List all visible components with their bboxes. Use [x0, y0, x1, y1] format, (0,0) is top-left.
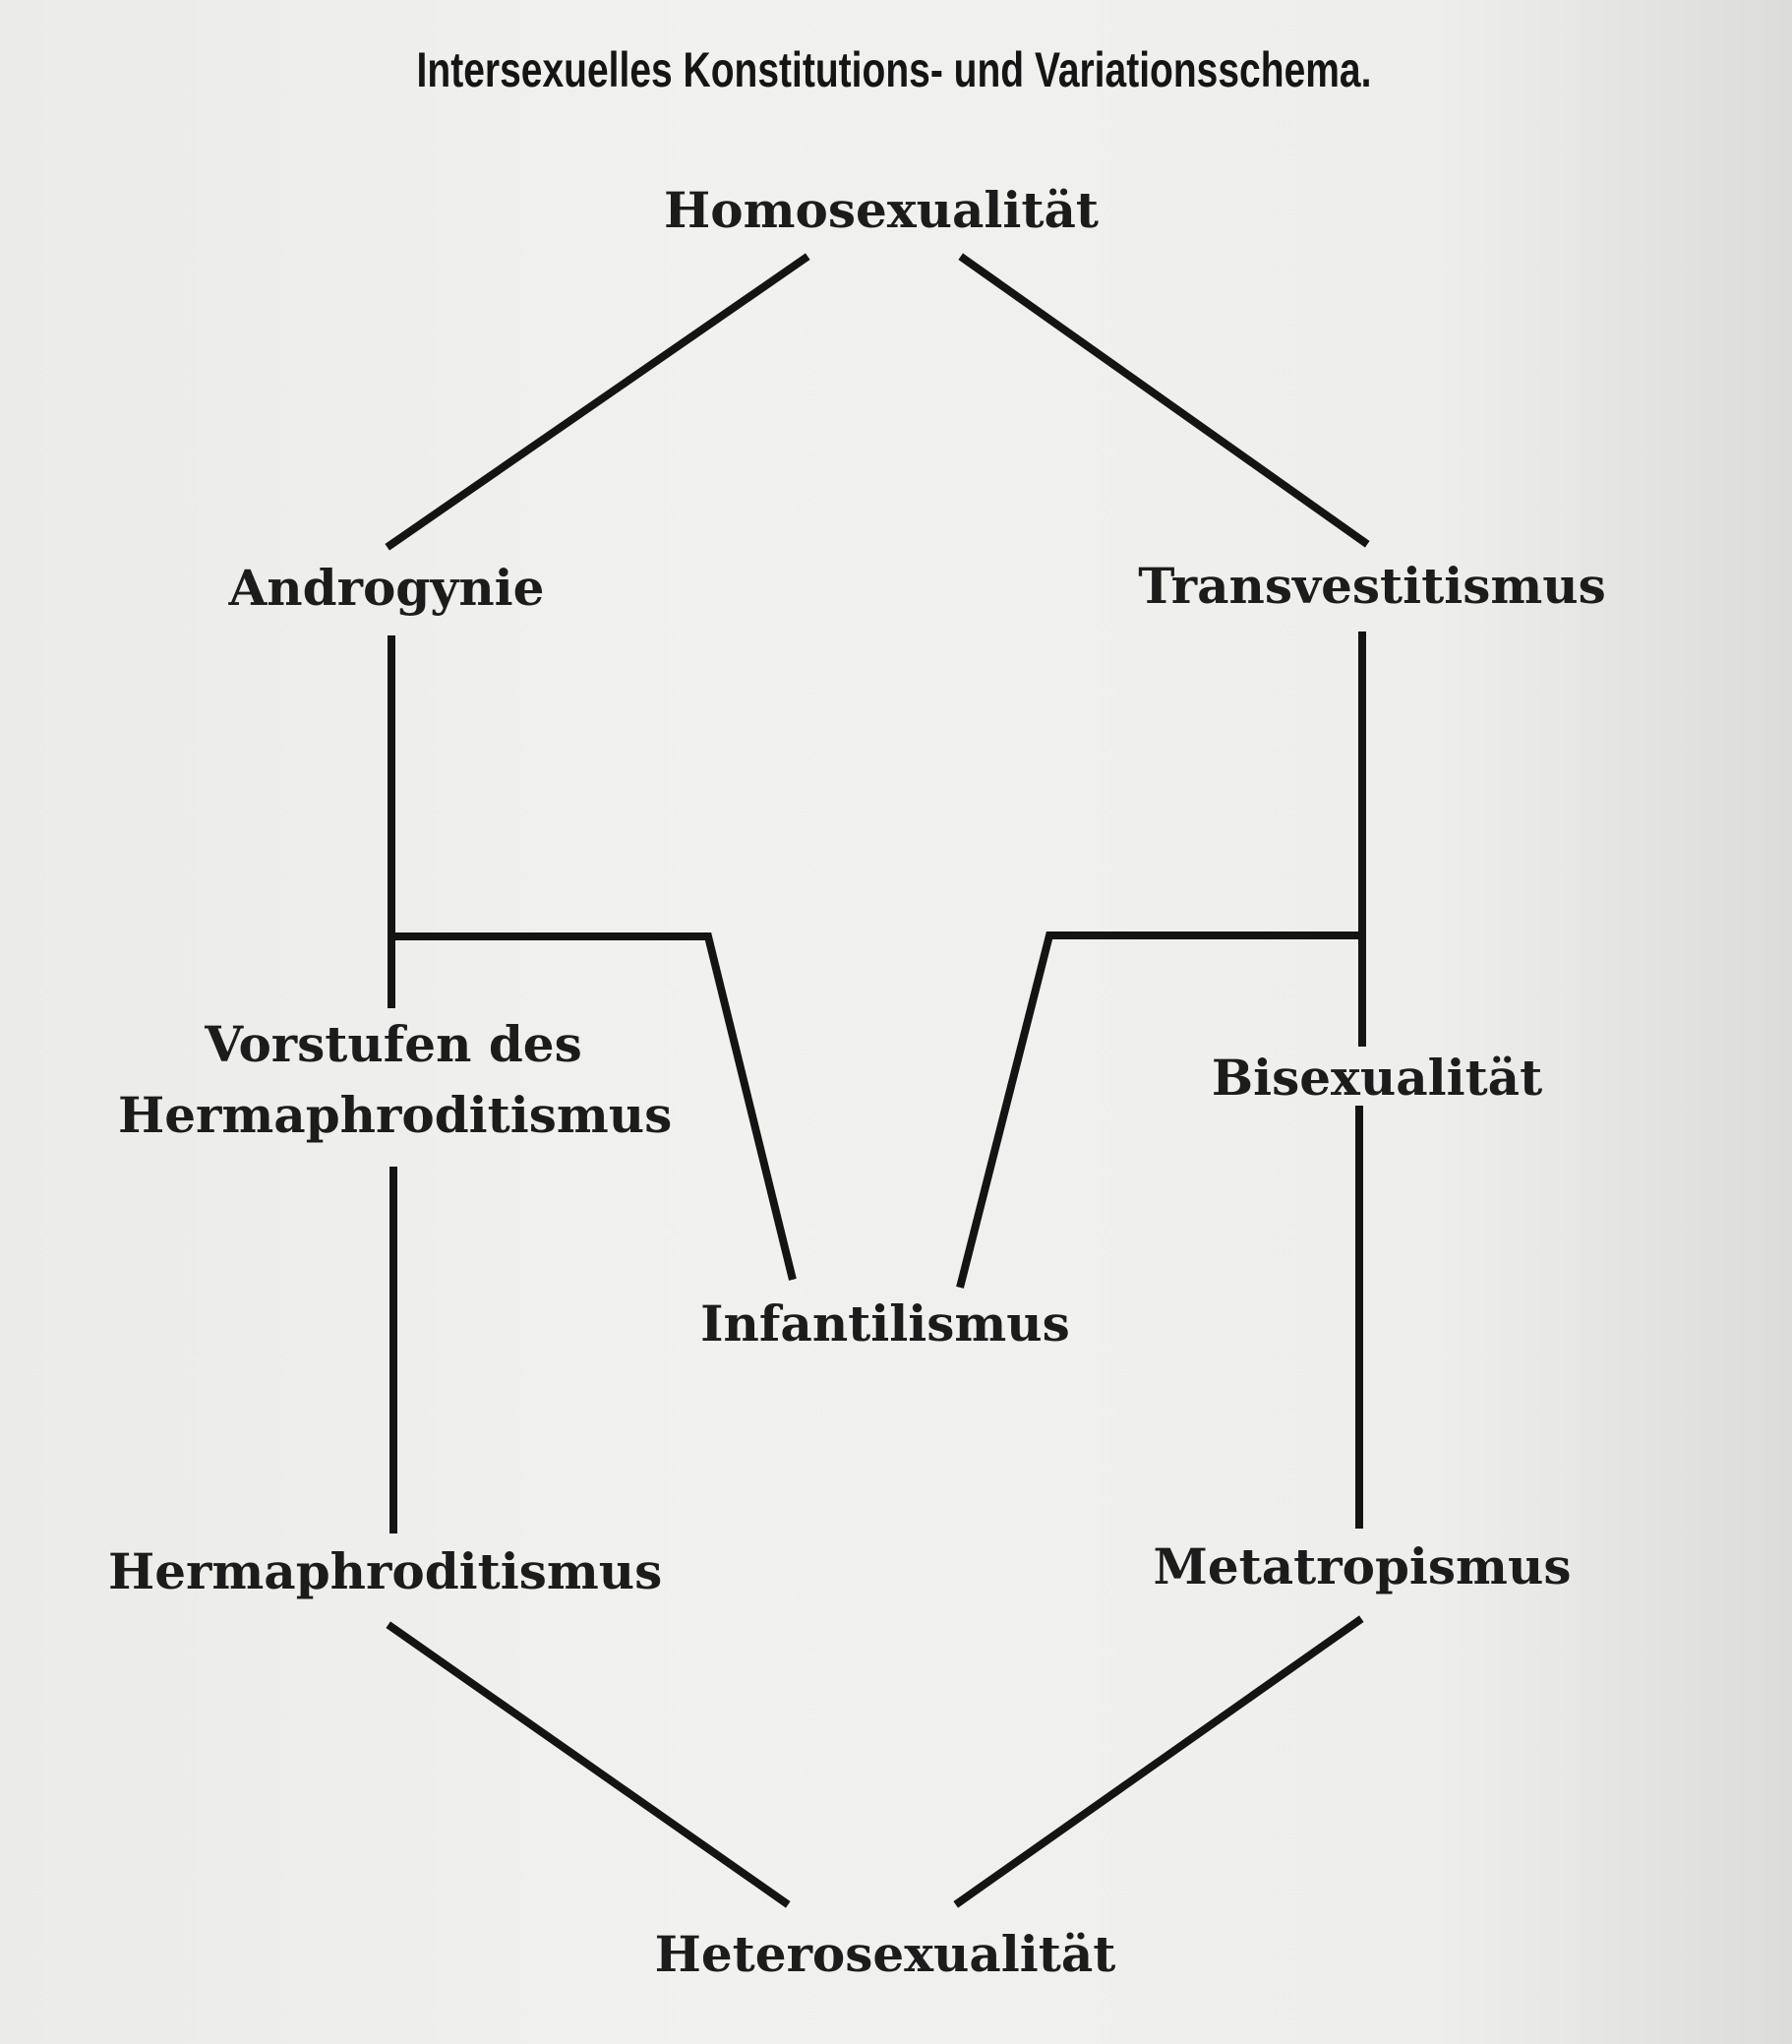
node-vorstufen-line2: Hermaphroditismus	[118, 1086, 673, 1144]
node-bisexualitaet: Bisexualität	[1211, 1049, 1543, 1107]
edge-homo-transvestitismus	[964, 259, 1364, 542]
edge-hermaphroditismus-hetero	[391, 1627, 785, 1902]
node-homosexualitaet: Homosexualität	[664, 181, 1099, 239]
node-heterosexualitaet: Heterosexualität	[654, 1925, 1116, 1983]
node-transvestitismus: Transvestitismus	[1138, 557, 1606, 615]
node-androgynie: Androgynie	[228, 559, 545, 617]
node-infantilismus: Infantilismus	[700, 1294, 1070, 1353]
node-vorstufen-line1: Vorstufen des	[205, 1015, 582, 1073]
diagram-title: Intersexuelles Konstitutions- und Variationsschema.	[416, 42, 1372, 97]
node-metatropismus: Metatropismus	[1153, 1537, 1572, 1595]
edge-homo-androgynie	[390, 259, 805, 545]
node-hermaphroditismus: Hermaphroditismus	[108, 1542, 663, 1600]
edge-metatropismus-hetero	[959, 1621, 1358, 1902]
